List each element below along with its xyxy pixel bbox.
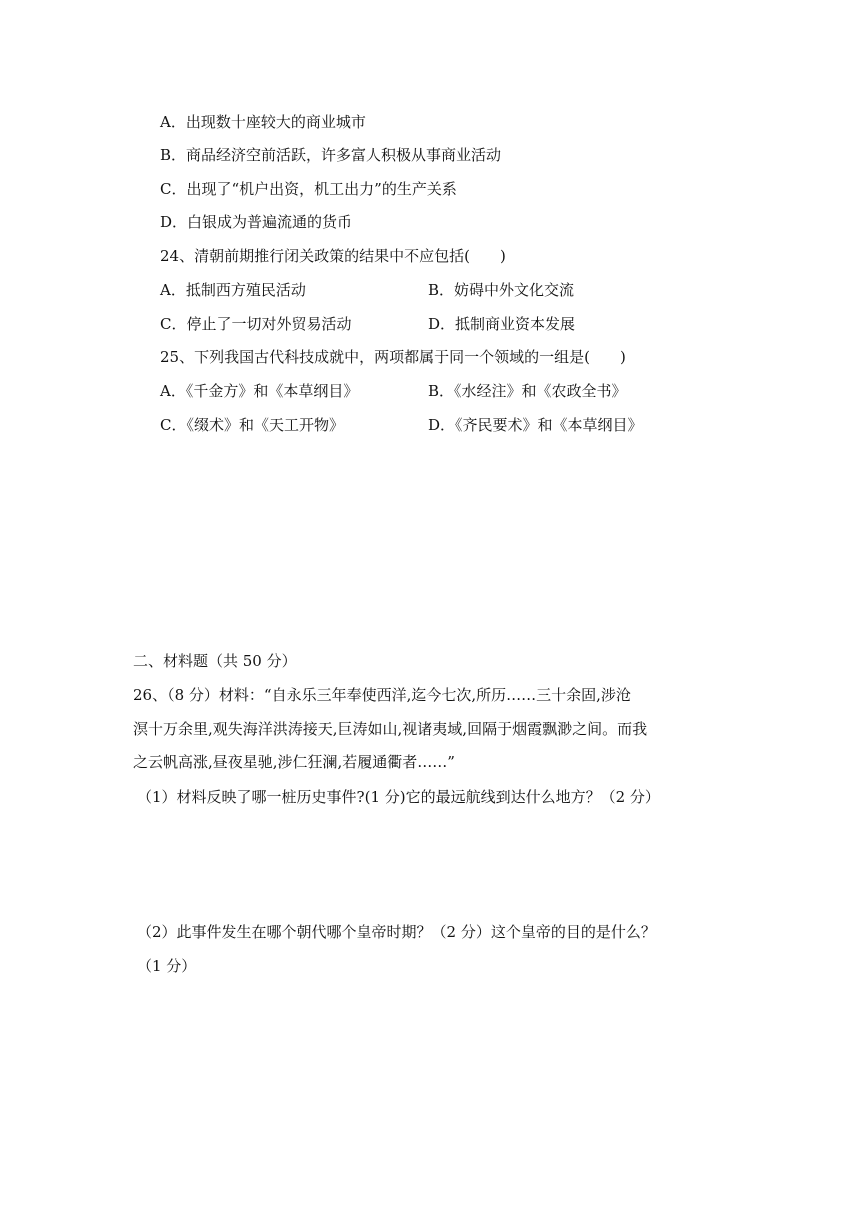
q26-sub-question-2-line-2: （1 分）	[137, 957, 197, 975]
q24-option-a: A．抵制西方殖民活动	[160, 281, 306, 299]
q25-option-a: A．《千金方》和《本草纲目》	[160, 382, 359, 400]
q23-option-a: A．出现数十座较大的商业城市	[160, 113, 366, 131]
q24-option-d: D．抵制商业资本发展	[428, 315, 576, 333]
q26-sub-question-1: （1）材料反映了哪一桩历史事件?(1 分)它的最远航线到达什么地方？（2 分）	[137, 788, 660, 806]
q23-option-c: C．出现了“机户出资，机工出力”的生产关系	[160, 180, 457, 198]
q26-material-line-3: 之云帆高涨,昼夜星驰,涉仁狂澜,若履通衢者……”	[133, 753, 455, 771]
q25-option-c: C．《缀术》和《天工开物》	[160, 416, 344, 434]
q24-option-c: C．停止了一切对外贸易活动	[160, 315, 352, 333]
q24-option-b: B．妨碍中外文化交流	[428, 281, 575, 299]
q25-stem: 25、下列我国古代科技成就中，两项都属于同一个领域的一组是( )	[160, 348, 626, 366]
q26-material-line-1: 26、（8 分）材料：“自永乐三年奉使西洋,迄今七次,所历……三十余固,涉沧	[133, 686, 631, 704]
section-title: 二、材料题（共 50 分）	[133, 652, 297, 670]
q23-option-b: B．商品经济空前活跃，许多富人积极从事商业活动	[160, 146, 502, 164]
q24-stem: 24、清朝前期推行闭关政策的结果中不应包括( )	[160, 247, 506, 265]
q26-sub-question-2-line-1: （2）此事件发生在哪个朝代哪个皇帝时期？（2 分）这个皇帝的目的是什么？	[137, 923, 656, 941]
q25-option-b: B．《水经注》和《农政全书》	[428, 382, 627, 400]
q25-option-d: D．《齐民要术》和《本草纲目》	[428, 416, 643, 434]
q23-option-d: D．白银成为普遍流通的货币	[160, 213, 353, 231]
q26-material-line-2: 溟十万余里,观失海洋洪涛接天,巨涛如山,视诸夷域,回隔于烟霞飘渺之间。而我	[133, 720, 648, 738]
